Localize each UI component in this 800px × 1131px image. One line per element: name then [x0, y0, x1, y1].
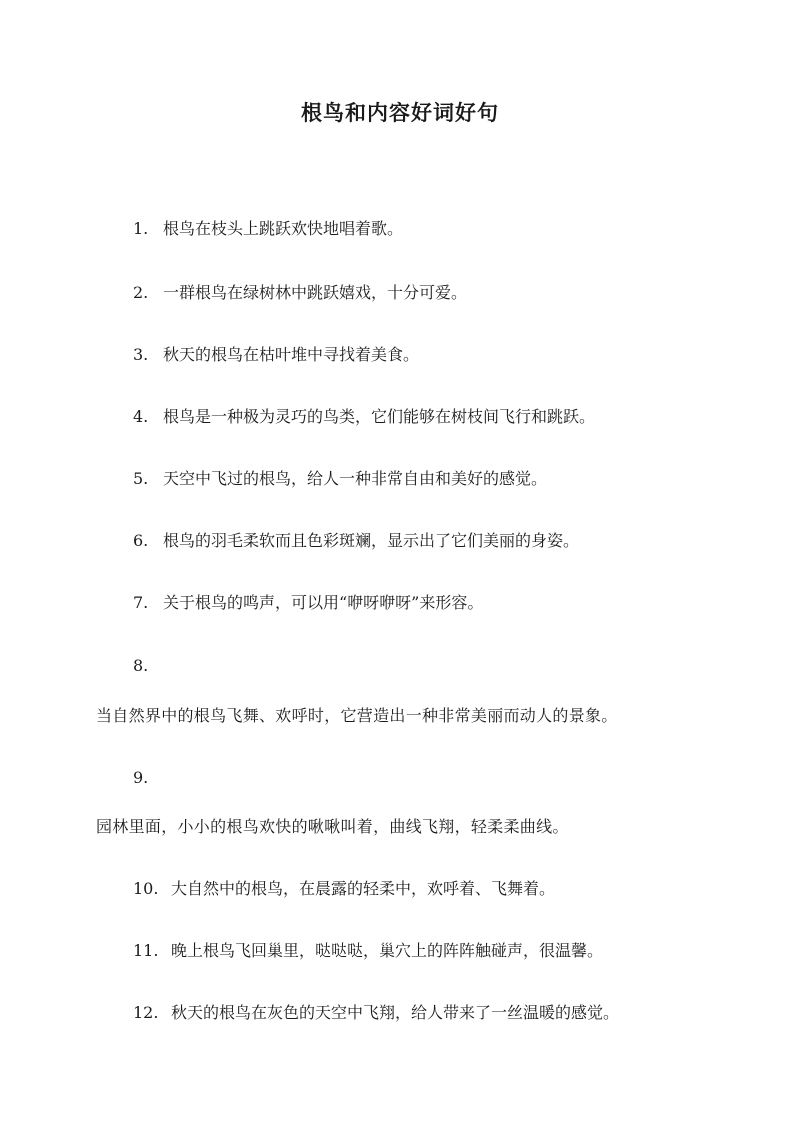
- list-item: [133, 467, 547, 491]
- item-text: 一群根鸟在绿树林中跳跃嬉戏，十分可爱。: [163, 283, 468, 302]
- item-number: 1.: [133, 219, 149, 238]
- item-number: 2.: [133, 283, 149, 302]
- item-number: 12.: [133, 1003, 159, 1022]
- list-item: [133, 217, 403, 241]
- item-text: 大自然中的根鸟，在晨露的轻柔中，欢呼着、飞舞着。: [171, 879, 556, 898]
- item-number: 4.: [133, 407, 149, 426]
- item-number: 5.: [133, 469, 149, 488]
- list-item: [133, 939, 603, 963]
- item-number: 6.: [133, 531, 149, 550]
- item-text: 根鸟是一种极为灵巧的鸟类，它们能够在树枝间飞行和跳跃。: [163, 407, 596, 426]
- item-text: 秋天的根鸟在灰色的天空中飞翔，给人带来了一丝温暖的感觉。: [171, 1003, 620, 1022]
- item-text-wrapped: 园林里面，小小的根鸟欢快的啾啾叫着，曲线飞翔，轻柔柔曲线。: [96, 817, 569, 836]
- list-item: [133, 591, 483, 615]
- item-text: 根鸟的羽毛柔软而且色彩斑斓，显示出了它们美丽的身姿。: [163, 531, 580, 550]
- list-item: [133, 405, 595, 429]
- list-item: [133, 1001, 619, 1025]
- list-item: [133, 529, 579, 553]
- item-number: 3.: [133, 345, 149, 364]
- page-title: 根鸟和内容好词好句: [301, 100, 499, 125]
- item-text: 关于根鸟的鸣声，可以用“咿呀咿呀”来形容。: [163, 593, 484, 612]
- item-number: 7.: [133, 593, 149, 612]
- list-item: [133, 877, 555, 901]
- list-item: [133, 281, 467, 305]
- item-text: 天空中飞过的根鸟，给人一种非常自由和美好的感觉。: [163, 469, 548, 488]
- item-text: 晚上根鸟飞回巢里，哒哒哒，巢穴上的阵阵触碰声，很温馨。: [171, 941, 604, 960]
- item-number-standalone: 8.: [133, 656, 149, 675]
- item-number: 10.: [133, 879, 159, 898]
- item-number-standalone: 9.: [133, 768, 149, 787]
- item-text: 秋天的根鸟在枯叶堆中寻找着美食。: [163, 345, 420, 364]
- item-number: 11.: [133, 941, 159, 960]
- list-item: [133, 343, 419, 367]
- item-text: 根鸟在枝头上跳跃欢快地唱着歌。: [163, 219, 404, 238]
- item-text-wrapped: 当自然界中的根鸟飞舞、欢呼时，它营造出一种非常美丽而动人的景象。: [96, 706, 618, 725]
